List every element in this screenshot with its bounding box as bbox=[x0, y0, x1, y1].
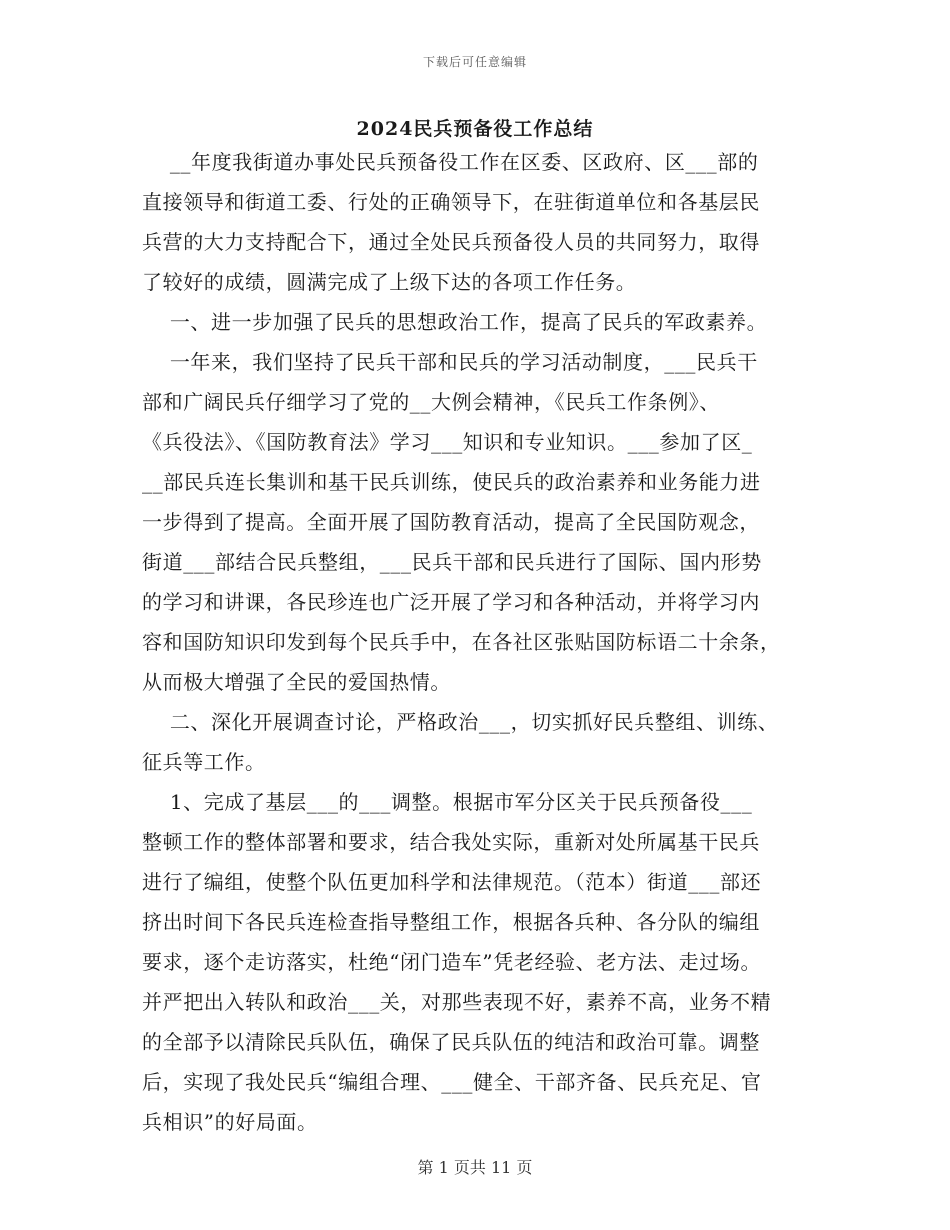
document-body bbox=[142, 148, 812, 1148]
section-heading-2: 二、深化开展调查讨论，严格政治___，切实抓好民兵整组、训练、 bbox=[142, 710, 779, 734]
body-line: 兵营的大力支持配合下，通过全处民兵预备役人员的共同努力，取得 bbox=[142, 230, 760, 254]
body-line: 兵相识”的好局面。 bbox=[142, 1110, 318, 1134]
body-line: 从而极大增强了全民的爱国热情。 bbox=[142, 670, 451, 694]
body-line: 街道___部结合民兵整组，___民兵干部和民兵进行了国际、国内形势 bbox=[142, 550, 762, 574]
page-number: 第 1 页共 11 页 bbox=[417, 1158, 533, 1177]
body-line: 并严把出入转队和政治___关，对那些表现不好，素养不高，业务不精 bbox=[142, 990, 772, 1014]
body-line: 一年来，我们坚持了民兵干部和民兵的学习活动制度，___民兵干 bbox=[142, 350, 758, 374]
document-title: 2024民兵预备役工作总结 bbox=[356, 118, 594, 140]
body-line: 整顿工作的整体部署和要求，结合我处实际，重新对处所属基干民兵 bbox=[142, 830, 760, 854]
body-line: __部民兵连长集训和基干民兵训练，使民兵的政治素养和业务能力进 bbox=[142, 470, 761, 494]
body-line: 挤出时间下各民兵连检查指导整组工作，根据各兵种、各分队的编组 bbox=[142, 910, 760, 934]
body-line: 直接领导和街道工委、行处的正确领导下，在驻街道单位和各基层民 bbox=[142, 190, 760, 214]
body-line: 的学习和讲课，各民珍连也广泛开展了学习和各种活动，并将学习内 bbox=[142, 590, 760, 614]
body-line: 部和广阔民兵仔细学习了党的__大例会精神，《民兵工作条例》、 bbox=[142, 390, 720, 414]
body-line: 一步得到了提高。全面开展了国防教育活动，提高了全民国防观念， bbox=[142, 510, 760, 534]
body-line: 的全部予以清除民兵队伍，确保了民兵队伍的纯洁和政治可靠。调整 bbox=[142, 1030, 760, 1054]
body-line: 《兵役法》、《国防教育法》学习___知识和专业知识。___参加了区_ bbox=[142, 430, 753, 454]
body-line: 征兵等工作。 bbox=[142, 750, 266, 774]
body-line: 后，实现了我处民兵“编组合理、___健全、干部齐备、民兵充足、官 bbox=[142, 1070, 762, 1094]
body-line: 了较好的成绩，圆满完成了上级下达的各项工作任务。 bbox=[142, 270, 637, 294]
header-note: 下载后可任意编辑 bbox=[422, 55, 527, 69]
subsection-heading-1: 1、完成了基层___的___调整。根据市军分区关于民兵预备役___ bbox=[142, 790, 753, 814]
section-heading-1: 一、进一步加强了民兵的思想政治工作，提高了民兵的军政素养。 bbox=[142, 310, 768, 334]
body-line: 进行了编组，使整个队伍更加科学和法律规范。（范本）街道___部还 bbox=[142, 870, 762, 894]
body-line: __年度我街道办事处民兵预备役工作在区委、区政府、区___部的 bbox=[142, 150, 759, 174]
body-line: 要求，逐个走访落实，杜绝“闭门造车”凭老经验、老方法、走过场。 bbox=[142, 950, 762, 974]
body-line: 容和国防知识印发到每个民兵手中，在各社区张贴国防标语二十余条， bbox=[142, 630, 781, 654]
